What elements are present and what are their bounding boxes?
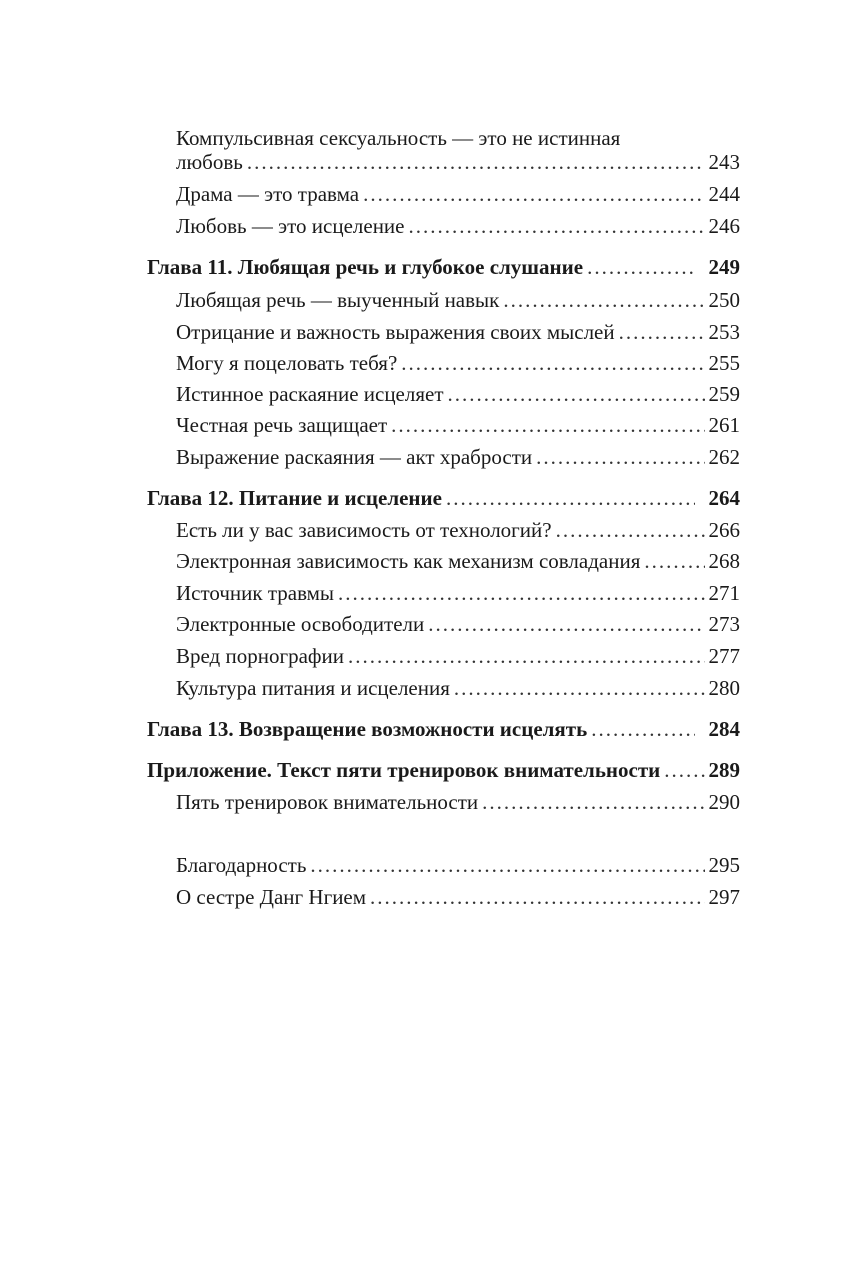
toc-page-number: 297 (708, 885, 740, 909)
toc-entry (176, 181, 740, 207)
toc-entry-title: Выражение раскаяния — акт храбрости (176, 445, 533, 469)
dot-leader (482, 789, 704, 815)
toc-page-number: 249 (708, 255, 740, 279)
toc-page-number: 259 (708, 382, 740, 406)
dot-leader (247, 149, 705, 175)
dot-leader (587, 254, 694, 280)
dot-leader (619, 319, 705, 345)
toc-chapter-title: Глава 11. Любящая речь и глубокое слушание (147, 255, 584, 279)
toc-entry-title: любовь (176, 150, 243, 174)
dot-leader (446, 485, 695, 511)
toc-entry (176, 412, 740, 438)
toc-entry (176, 789, 740, 815)
toc-page-number: 243 (708, 150, 740, 174)
toc-entry-line: Компульсивная сексуальность — это не истинная (176, 126, 621, 150)
toc-chapter (147, 716, 740, 742)
toc-entry-title: Пять тренировок внимательности (176, 790, 479, 814)
dot-leader (363, 181, 704, 207)
toc-chapter-title: Глава 12. Питание и исцеление (147, 486, 442, 510)
toc-page-number: 244 (708, 182, 740, 206)
toc-page-number: 262 (708, 445, 740, 469)
toc-entry (176, 611, 740, 637)
toc-entry (176, 548, 740, 574)
dot-leader (401, 350, 704, 376)
dot-leader (409, 213, 705, 239)
dot-leader (338, 580, 704, 606)
toc-entry (176, 580, 740, 606)
toc-page-number: 277 (708, 644, 740, 668)
toc-entry (176, 643, 740, 669)
dot-leader (644, 548, 704, 574)
toc-entry (176, 381, 740, 407)
dot-leader (503, 287, 704, 313)
toc-page-number: 255 (708, 351, 740, 375)
toc-appendix-title: Приложение. Текст пяти тренировок внимательности (147, 758, 661, 782)
dot-leader (370, 884, 704, 910)
toc-entry (176, 675, 740, 701)
toc-entry-title: Могу я поцеловать тебя? (176, 351, 398, 375)
dot-leader (310, 852, 704, 878)
toc-entry (176, 852, 740, 878)
toc-page-number: 295 (708, 853, 740, 877)
dot-leader (454, 675, 705, 701)
toc-entry-title: Есть ли у вас зависимость от технологий? (176, 518, 552, 542)
toc-entry (176, 517, 740, 543)
dot-leader (428, 611, 704, 637)
toc-entry-title: Электронные освободители (176, 612, 425, 636)
toc-entry-title: Отрицание и важность выражения своих мыслей (176, 320, 615, 344)
toc-page-number: 266 (708, 518, 740, 542)
toc-page-number: 284 (708, 717, 740, 741)
toc-entry (176, 213, 740, 239)
toc-entry-title: Честная речь защищает (176, 413, 388, 437)
toc-page-number: 271 (708, 581, 740, 605)
toc-entry-title: Истинное раскаяние исцеляет (176, 382, 444, 406)
toc-appendix (147, 757, 740, 783)
dot-leader (448, 381, 705, 407)
toc-page-number: 250 (708, 288, 740, 312)
toc-page-number: 289 (708, 758, 740, 782)
toc-page-number: 246 (708, 214, 740, 238)
toc-page-number: 268 (708, 549, 740, 573)
toc-page-number: 273 (708, 612, 740, 636)
toc-page-number: 280 (708, 676, 740, 700)
toc-page-number: 290 (708, 790, 740, 814)
toc-chapter (147, 485, 740, 511)
toc-entry (176, 350, 740, 376)
dot-leader (536, 444, 704, 470)
toc-chapter-title: Глава 13. Возвращение возможности исцелять (147, 717, 588, 741)
toc-entry-title: Драма — это травма (176, 182, 360, 206)
toc-page-number: 264 (708, 486, 740, 510)
toc-entry (176, 884, 740, 910)
toc-entry (176, 287, 740, 313)
toc-entry-title: Источник травмы (176, 581, 335, 605)
toc-page-number: 261 (708, 413, 740, 437)
toc-entry-title: О сестре Данг Нгием (176, 885, 367, 909)
dot-leader (664, 757, 704, 783)
toc-entry-title: Вред порнографии (176, 644, 344, 668)
toc-entry (176, 444, 740, 470)
toc-entry-title: Электронная зависимость как механизм совладания (176, 549, 641, 573)
toc-entry (176, 149, 740, 175)
toc-page-number: 253 (708, 320, 740, 344)
dot-leader (556, 517, 705, 543)
dot-leader (348, 643, 705, 669)
toc-entry-title: Любовь — это исцеление (176, 214, 405, 238)
toc-entry-title: Любящая речь — выученный навык (176, 288, 500, 312)
dot-leader (591, 716, 694, 742)
dot-leader (391, 412, 704, 438)
toc-entry-title: Культура питания и исцеления (176, 676, 450, 700)
toc-chapter (147, 254, 740, 280)
toc-entry (176, 319, 740, 345)
toc-entry-title: Благодарность (176, 853, 307, 877)
